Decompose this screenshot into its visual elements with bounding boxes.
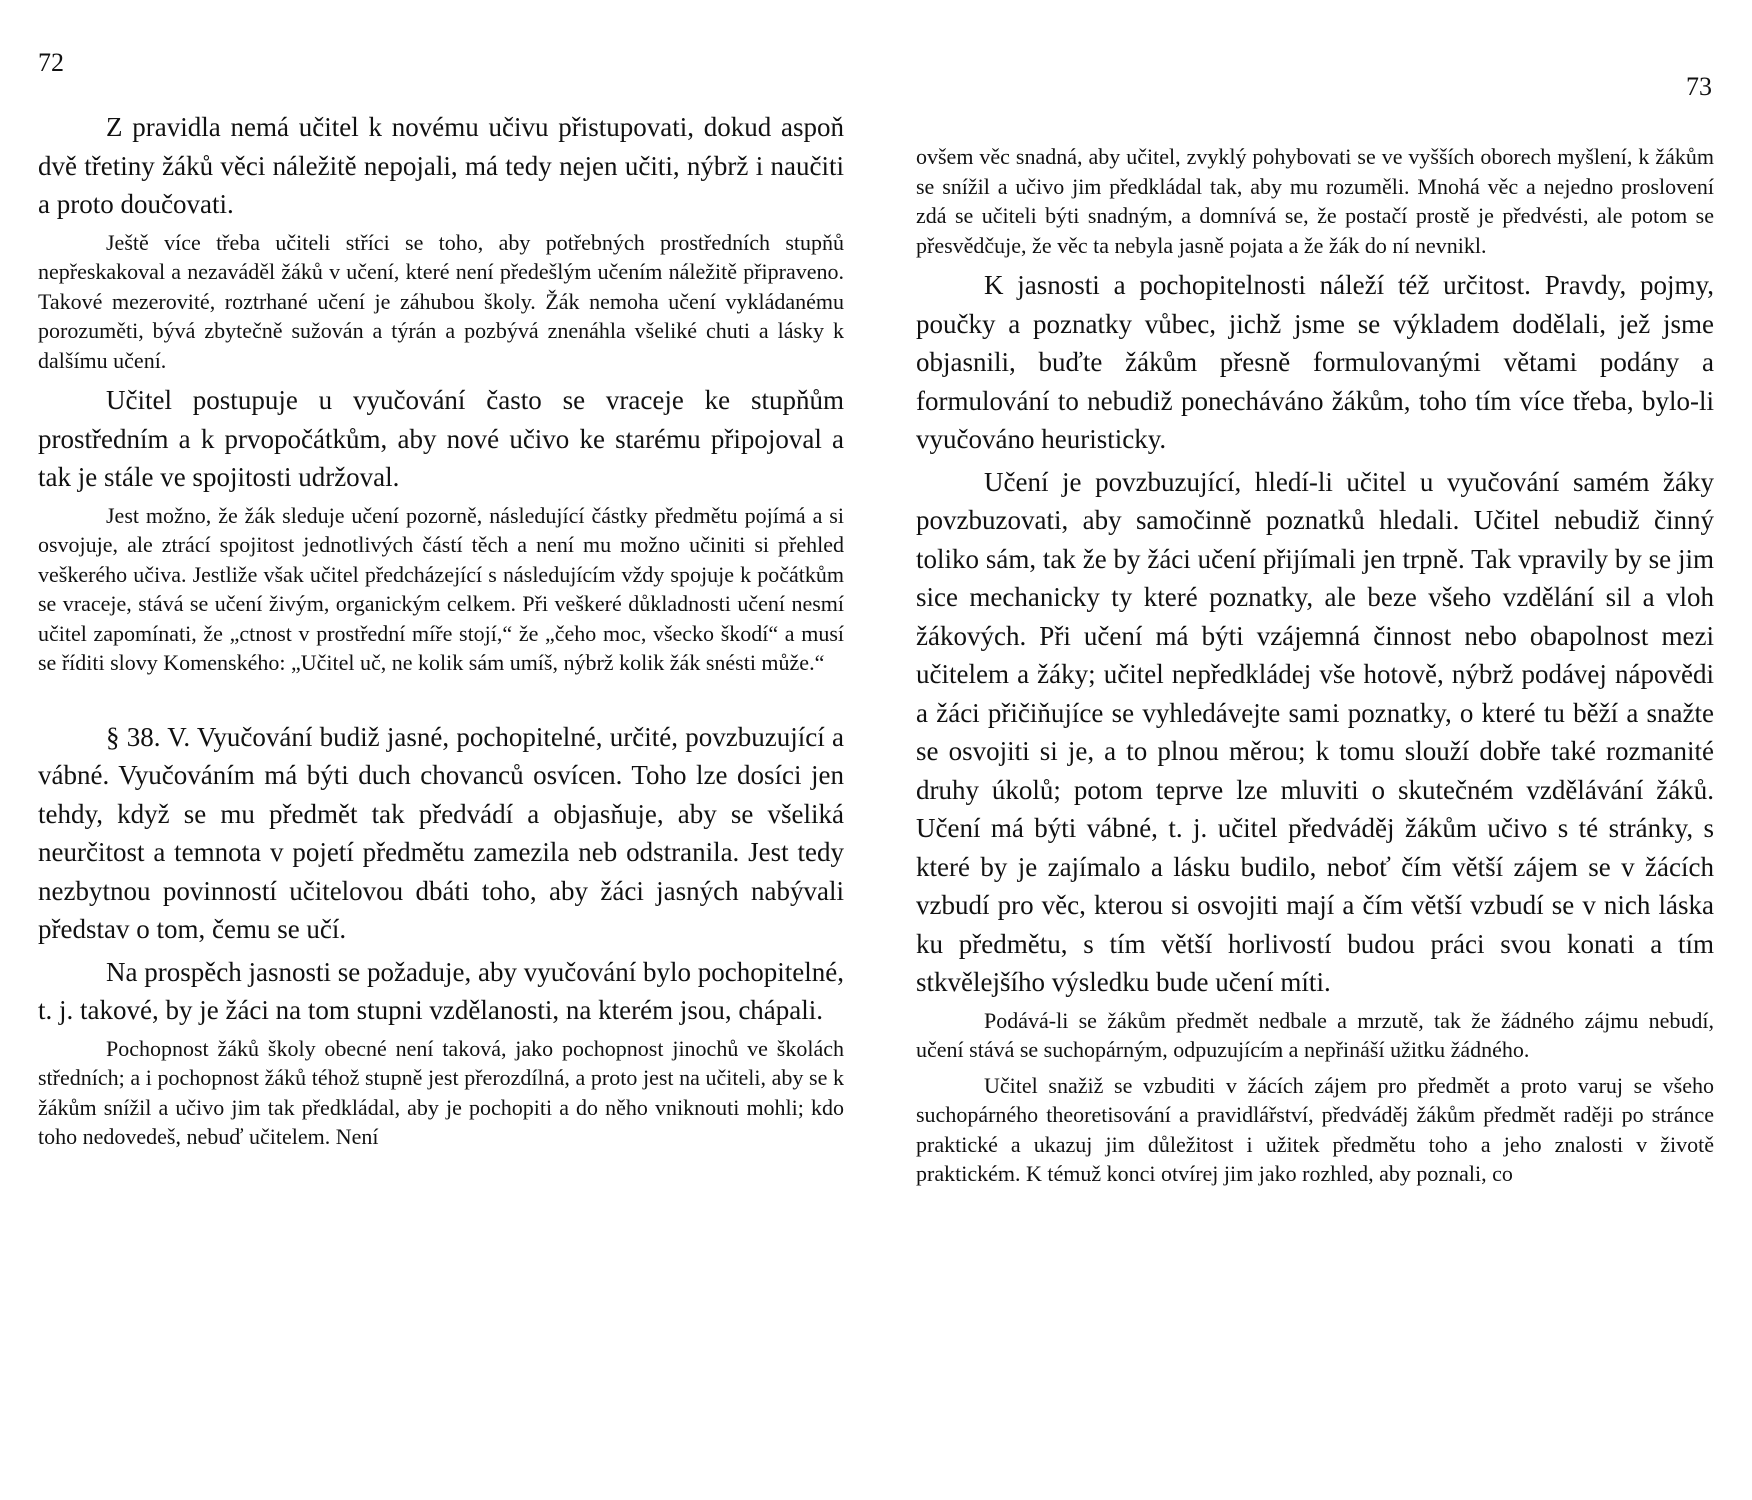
page-number: 72 (38, 48, 64, 77)
paragraph: Učení je povzbuzující, hledí-li učitel u vyučování samém žáky povzbuzovati, aby samočinně poznatků hledali. Učitel nebudiž činný toliko sám, tak že by žáci učení přijímali jen trpně. Tak vpravily by se jim sice mechanicky ty které poznatky, ale beze všeho vzdělání sil a vloh žákových. Při učení má býti vzájemná činnost nebo obapolnost mezi učitelem a žáky; učitel nepředkládej vše hotově, nýbrž podávej nápovědi a žáci přičiňujíce se vyhledávejte sami poznatky, o které tu běží a snažte se osvojiti si je, a to plnou měrou; k tomu slouží dobře také rozmanité druhy úkolů; potom teprve lze mluviti o skutečném vzdělávání žáků. Učení má býti vábné, t. j. učitel předváděj žákům učivo s té stránky, s které by je zajímalo a lásku budilo, neboť čím větší zájem se v žácích vzbudí pro věc, kterou si osvojiti mají a čím větší vzbudí se v nich láska ku předmětu, s tím větší horlivostí budou práci svou konati a tím stkvělejšího výsledku bude učení míti. (916, 466, 1714, 997)
paragraph-small: Učitel snažiž se vzbuditi v žácích zájem pro předmět a proto varuj se všeho suchopárného theoretisování a pravidlářství, předváděj žákům předmět raději po stránce praktické a ukazuj jim důležitost i užitek předmětu toho a jeho znalosti v životě praktickém. K témuž konci otvírej jim jako rozhled, aby poznali, co (916, 1072, 1714, 1186)
section-heading-paragraph: § 38. V. Vyučování budiž jasné, pochopitelné, určité, povzbuzující a vábné. Vyučováním má býti duch chovanců osvícen. Toho lze dosíci jen tehdy, když se mu předmět tak předvádí a objasňuje, aby se všeliká neurčitost a temnota v pojetí předmětu zamezila neb odstranila. Jest tedy nezbytnou povinností učitelovou dbáti toho, aby žáci jasných nabývali představ o tom, čemu se učí. (38, 721, 844, 944)
paragraph-small: ovšem věc snadná, aby učitel, zvyklý pohybovati se ve vyšších oborech myšlení, k žákům se snížil a učivo jim předkládal tak, aby mu rozuměli. Mnohá věc a nejedno proslovení zdá se učiteli býti snadným, a domnívá se, že postačí prostě je předvésti, ale potom se přesvědčuje, že věc ta nebyla jasně pojata a že žák do ní nevnikl. (916, 144, 1714, 258)
paragraph: K jasnosti a pochopitelnosti náleží též určitost. Pravdy, pojmy, poučky a poznatky vůbec, jichž jsme se výkladem dodělali, jež jsme objasnili, buďte žákům přesně formulovanými větami podány a formulování to nebudiž ponecháváno žákům, toho tím více třeba, bylo-li vyučováno heuristicky. (916, 270, 1714, 454)
left-text-column (38, 108, 844, 1158)
page-number: 73 (1686, 72, 1712, 101)
paragraph: Na prospěch jasnosti se požaduje, aby vyučování bylo pochopitelné, t. j. takové, by je žáci na tom stupni vzdělanosti, na kterém jsou, chápali. (38, 956, 844, 1025)
paragraph-small: Jest možno, že žák sleduje učení pozorně, následující částky předmětu pojímá a si osvojuje, ale ztrácí spojitost jednotlivých částí těch a není mu možno učiniti si přehled veškerého učiva. Jestliže však učitel předcházející s následujícím vždy spojuje k počátkům se vraceje, stává se učení živým, organickým celkem. Při veškeré důkladnosti učení nesmí učitel zapomínati, že „ctnost v prostřední míře stojí,“ že „čeho moc, všecko škodí“ a musí se říditi slovy Komenského: „Učitel uč, ne kolik sám umíš, nýbrž kolik žák snésti může.“ (38, 502, 844, 675)
right-text-column (916, 142, 1714, 1195)
paragraph-small: Pochopnost žáků školy obecné není taková, jako pochopnost jinochů ve školách středních; a i pochopnost žáků téhož stupně jest přerozdílná, a proto jest na učiteli, aby se k žákům snížil a učivo jim tak předkládal, aby je pochopiti a do něho vniknouti mohli; kdo toho nedovedeš, nebuď učitelem. Není (38, 1035, 844, 1149)
right-page (876, 0, 1752, 1500)
paragraph: Z pravidla nemá učitel k novému učivu přistupovati, dokud aspoň dvě třetiny žáků věci náležitě nepojali, má tedy nejen učiti, nýbrž i naučiti a proto doučovati. (38, 112, 844, 219)
paragraph: Učitel postupuje u vyučování často se vraceje ke stupňům prostředním a k prvopočátkům, aby nové učivo ke starému připojoval a tak je stále ve spojitosti udržoval. (38, 385, 844, 492)
paragraph-small: Podává-li se žákům předmět nedbale a mrzutě, tak že žádného zájmu nebudí, učení stává se suchopárným, odpuzujícím a nepřináší užitku žádného. (916, 1007, 1714, 1062)
paragraph-small: Ještě více třeba učiteli stříci se toho, aby potřebných prostředních stupňů nepřeskakoval a nezaváděl žáků v učení, které není předešlým učením náležitě připraveno. Takové mezerovité, roztrhané učení je záhubou školy. Žák nemoha učení vykládanému porozuměti, bývá zbytečně sužován a týrán a pozbývá znenáhla všeliké chuti a lásky k dalšímu učení. (38, 229, 844, 373)
